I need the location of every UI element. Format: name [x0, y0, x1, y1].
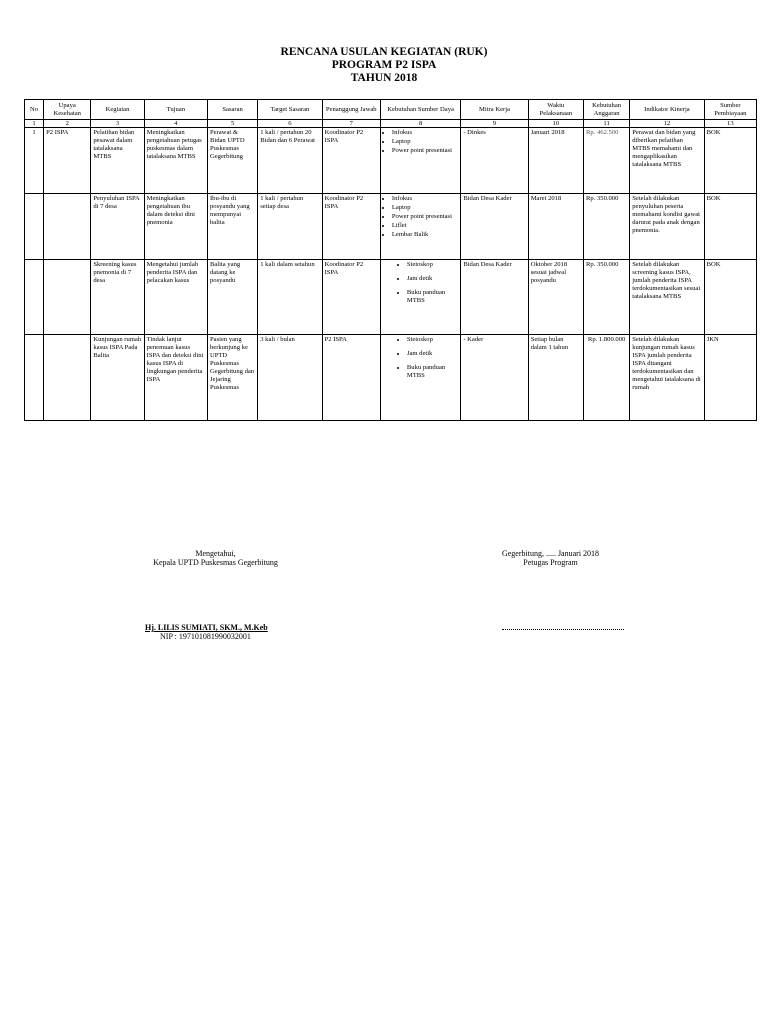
cell-mitra: Bidan Desa Kader [461, 260, 528, 335]
cell-sasaran: Ibu-ibu di posyandu yang mempunyai balita [207, 194, 257, 260]
cell-penanggung-jawab: Koodinator P2 ISPA [322, 194, 380, 260]
cell-tujuan: Meningkatkan pengetahuan petugas puskesmas dalam tatalaksana MTBS [144, 128, 207, 194]
cell-mitra: - Kader [461, 335, 528, 421]
cell-waktu: Setiap bulan dalam 1 tahun [528, 335, 583, 421]
cell-upaya [44, 335, 91, 421]
cell-waktu: Maret 2018 [528, 194, 583, 260]
cell-sasaran: Pasien yang berkunjung ke UPTD Puskesmas Gegerbitung dan Jejaring Puskesmas [207, 335, 257, 421]
header-cell: Waktu Pelaksanaan [528, 100, 583, 120]
cell-anggaran: Rp. 1.800.000 [583, 335, 629, 421]
resource-item: • Buku panduan MTBS [407, 364, 458, 380]
cell-penanggung-jawab: Koodinator P2 ISPA [322, 260, 380, 335]
cell-tujuan: Meningkatkan pengetahuan ibu dalam deteksi dini pnemonia [144, 194, 207, 260]
column-number: 11 [583, 120, 629, 128]
cell-kegiatan: Pelatihan bidan pesawat dalam tatalaksana MTBS [91, 128, 144, 194]
header-cell: Upaya Kesehatan [44, 100, 91, 120]
cell-mitra: - Dinkes [461, 128, 528, 194]
cell-indikator: Setelah dilakukan kunjungan rumah kasus ISPA jumlah penderita ISPA ditangani terdokumentasikan dan mengetahui tatalaksana di rumah [630, 335, 704, 421]
header-cell: Mitra Kerja [461, 100, 528, 120]
column-number: 10 [528, 120, 583, 128]
cell-upaya [44, 194, 91, 260]
cell-sasaran: Balita yang datang ke posyandu [207, 260, 257, 335]
document-title [0, 46, 768, 85]
cell-sumber: BOK [704, 194, 756, 260]
cell-penanggung-jawab: Koodinator P2 ISPA [322, 128, 380, 194]
header-cell: No [25, 100, 44, 120]
column-number: 6 [258, 120, 322, 128]
cell-target: 1 kali / pertahun setiap desa [258, 194, 322, 260]
cell-anggaran: Rp. 350.000 [583, 194, 629, 260]
resource-item: • Infokus [392, 129, 458, 137]
cell-no [25, 194, 44, 260]
header-cell: Indikator Kinerja [630, 100, 704, 120]
header-cell: Sumber Pembiayaan [704, 100, 756, 120]
cell-no [25, 335, 44, 421]
header-cell: Kebutuhan Sumber Daya [380, 100, 460, 120]
cell-indikator: Perawat dan bidan yang diberikan pelatihan MTBS memahami dan mengaplikasikan tatalaksana MTBS [630, 128, 704, 194]
cell-resources [380, 335, 460, 421]
title-line-1: RENCANA USULAN KEGIATAN (RUK) [280, 46, 488, 58]
header-cell: Kegiatan [91, 100, 144, 120]
signature-right-line-2: Petugas Program [523, 558, 578, 567]
signature-dotted-line [502, 623, 624, 630]
cell-resources [380, 194, 460, 260]
column-number: 7 [322, 120, 380, 128]
signatory-nip: NIP : 197101081990032001 [160, 632, 251, 641]
ruk-table [24, 99, 757, 421]
resource-item: • Jam detik [407, 275, 458, 283]
cell-target: 1 kali dalam setahun [258, 260, 322, 335]
signature-left-line-2: Kepala UPTD Puskesmas Gegerbitung [153, 558, 278, 567]
cell-upaya: P2 ISPA [44, 128, 91, 194]
title-line-2: PROGRAM P2 ISPA [331, 59, 437, 71]
resource-item: • Stetoskop [407, 336, 458, 344]
resource-item: • Power point presentasi [392, 147, 458, 155]
cell-sumber: JKN [704, 335, 756, 421]
header-cell: Kebutuhan Anggaran [583, 100, 629, 120]
cell-kegiatan: Skreening kasus pnemonia di 7 desa [91, 260, 144, 335]
resource-item: • Liflet [392, 222, 458, 230]
column-number: 5 [207, 120, 257, 128]
signature-right [478, 549, 623, 567]
cell-waktu: Januari 2018 [528, 128, 583, 194]
resource-item: • Jam detik [407, 350, 458, 358]
signature-left-line-1: Mengetahui, [195, 549, 236, 558]
cell-tujuan: Mengetahui jumlah penderita ISPA dan pelacakan kasus [144, 260, 207, 335]
signatory-name: Hj. LILIS SUMIATI, SKM., M.Keb [145, 623, 268, 632]
cell-no: 1 [25, 128, 44, 194]
resource-item: • Laptop [392, 204, 458, 212]
column-number: 1 [25, 120, 44, 128]
signature-left [128, 549, 303, 567]
resource-item: • Buku panduan MTBS [407, 289, 458, 305]
cell-waktu: Oktober 2018 sesuai jadwal posyandu [528, 260, 583, 335]
header-row [25, 100, 757, 120]
header-cell: Target Sasaran [258, 100, 322, 120]
column-number: 13 [704, 120, 756, 128]
signature-right-line-1: Gegerbitung, ..... Januari 2018 [501, 549, 600, 558]
resource-item: • Infokus [392, 195, 458, 203]
cell-indikator: Setelah dilakukan screening kasus ISPA, jumlah penderita ISPA terdokumentasikan sesuai tatalaksana MTBS [630, 260, 704, 335]
table-row [25, 194, 757, 260]
cell-sumber: BOK [704, 260, 756, 335]
cell-sasaran: Perawat & Bidan UPTD Puskesmas Gegerbitung [207, 128, 257, 194]
table-row [25, 260, 757, 335]
cell-target: 3 kali / bulan [258, 335, 322, 421]
cell-mitra: Bidan Desa Kader [461, 194, 528, 260]
header-cell: Penanggung Jawab [322, 100, 380, 120]
cell-anggaran: Rp. 462.500 [583, 128, 629, 194]
column-number: 4 [144, 120, 207, 128]
cell-penanggung-jawab: P2 ISPA [322, 335, 380, 421]
cell-anggaran: Rp. 350.000 [583, 260, 629, 335]
cell-upaya [44, 260, 91, 335]
title-line-3: TAHUN 2018 [350, 72, 418, 84]
cell-target: 1 kali / pertahun 20 Bidan dan 6 Perawat [258, 128, 322, 194]
column-number: 12 [630, 120, 704, 128]
column-number-row [25, 120, 757, 128]
resource-item: • Power point presentasi [392, 213, 458, 221]
column-number: 3 [91, 120, 144, 128]
cell-tujuan: Tindak lanjut penemuan kasus ISPA dan deteksi dini kasus ISPA di lingkungan penderita ISPA [144, 335, 207, 421]
column-number: 8 [380, 120, 460, 128]
cell-indikator: Setelah dilakukan penyuluhan peserta memahami kondisi gawat darurat pada anak dengan pnemonia. [630, 194, 704, 260]
column-number: 2 [44, 120, 91, 128]
cell-resources [380, 260, 460, 335]
cell-kegiatan: Penyuluhan ISPA di 7 desa [91, 194, 144, 260]
cell-sumber: BOK [704, 128, 756, 194]
resource-item: • Laptop [392, 138, 458, 146]
cell-kegiatan: Kunjungan rumah kasus ISPA Pada Balita [91, 335, 144, 421]
column-number: 9 [461, 120, 528, 128]
cell-resources [380, 128, 460, 194]
table-row [25, 128, 757, 194]
header-cell: Tujuan [144, 100, 207, 120]
table-row [25, 335, 757, 421]
header-cell: Sasaran [207, 100, 257, 120]
resource-item: • Stetoskop [407, 261, 458, 269]
resource-item: • Lembar Balik [392, 231, 458, 239]
cell-no [25, 260, 44, 335]
